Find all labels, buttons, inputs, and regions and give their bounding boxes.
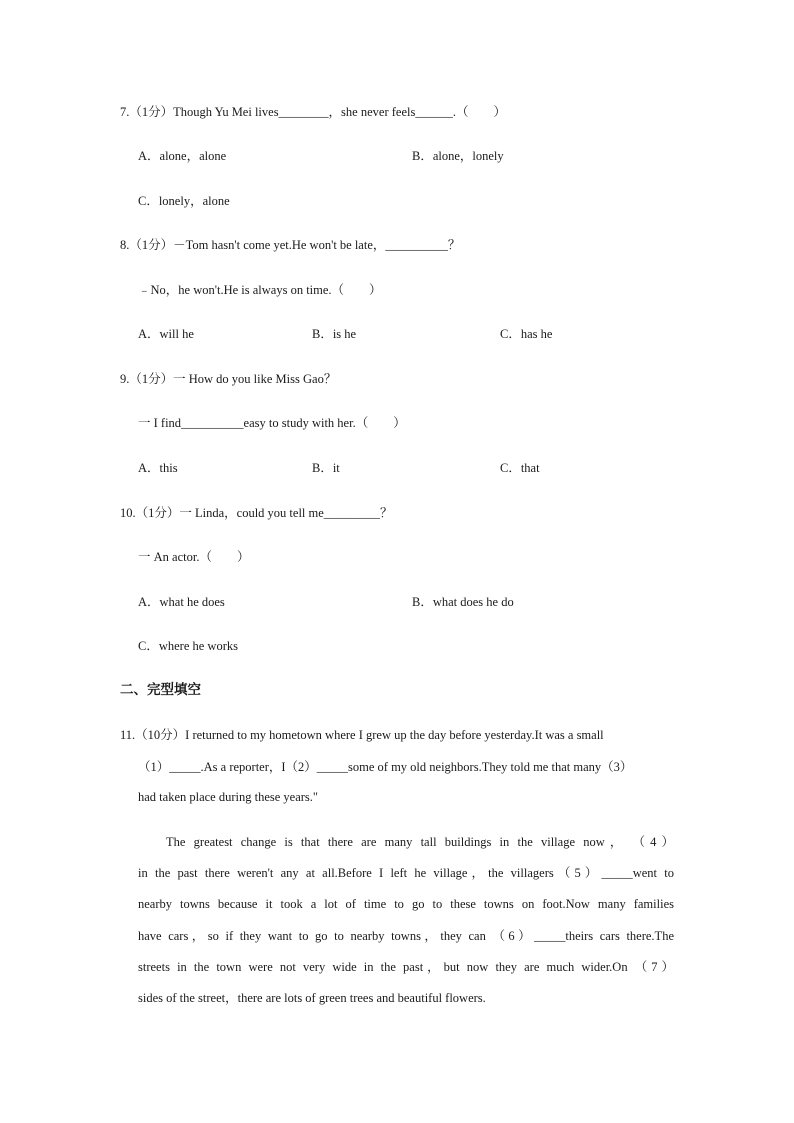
question-8-option-b[interactable]: B．is he: [312, 327, 357, 341]
passage-line-1: The greatest change is that there are many tall buildings in the village now， （4）: [166, 835, 674, 849]
passage-line-6: sides of the street，there are lots of green trees and beautiful flowers.: [138, 991, 486, 1005]
question-9-reply: 一 I find__________easy to study with her.（ ）: [138, 416, 406, 430]
question-10-reply: 一 An actor.（ ）: [138, 550, 250, 564]
question-9-option-a[interactable]: A．this: [138, 461, 178, 475]
question-10-option-c[interactable]: C．where he works: [138, 639, 238, 653]
section-heading-cloze: 二、完型填空: [120, 682, 201, 698]
question-8-option-a[interactable]: A．will he: [138, 327, 194, 341]
question-9-option-b[interactable]: B．it: [312, 461, 340, 475]
passage-line-3: nearby towns because it took a lot of time to go to these towns on foot.Now many families: [138, 897, 674, 911]
question-9-option-c[interactable]: C．that: [500, 461, 540, 475]
question-7-option-c[interactable]: C．lonely，alone: [138, 194, 230, 208]
question-11-line-2: （1）_____.As a reporter，I（2）_____some of my old neighbors.They told me that many（3）: [138, 760, 633, 774]
passage-line-2: in the past there weren't any at all.Before I left he village，the villagers（5）_____went to: [138, 866, 674, 880]
question-7-option-a[interactable]: A．alone，alone: [138, 149, 227, 163]
question-8-stem: 8.（1分）－Tom hasn't come yet.He won't be late，__________？: [120, 238, 461, 252]
question-8-reply: ﹣No，he won't.He is always on time.（ ）: [138, 283, 382, 297]
passage-line-4: have cars，so if they want to go to nearby towns，they can （6）_____theirs cars there.The: [138, 929, 674, 943]
passage-line-5: streets in the town were not very wide in the past，but now they are much wider.On （7）: [138, 960, 674, 974]
question-7-option-b[interactable]: B．alone，lonely: [412, 149, 504, 163]
question-11-line-3: had taken place during these years.": [138, 790, 319, 804]
question-9-stem: 9.（1分）一 How do you like Miss Gao？: [120, 372, 337, 386]
question-10-option-a[interactable]: A．what he does: [138, 595, 225, 609]
question-11-stem: 11.（10分）I returned to my hometown where I grew up the day before yesterday.It was a small: [120, 728, 604, 742]
question-7-stem: 7.（1分）Though Yu Mei lives________，she never feels______.（ ）: [120, 105, 506, 119]
question-8-option-c[interactable]: C．has he: [500, 327, 553, 341]
question-10-stem: 10.（1分）一 Linda，could you tell me_________？: [120, 506, 393, 520]
question-10-option-b[interactable]: B．what does he do: [412, 595, 514, 609]
